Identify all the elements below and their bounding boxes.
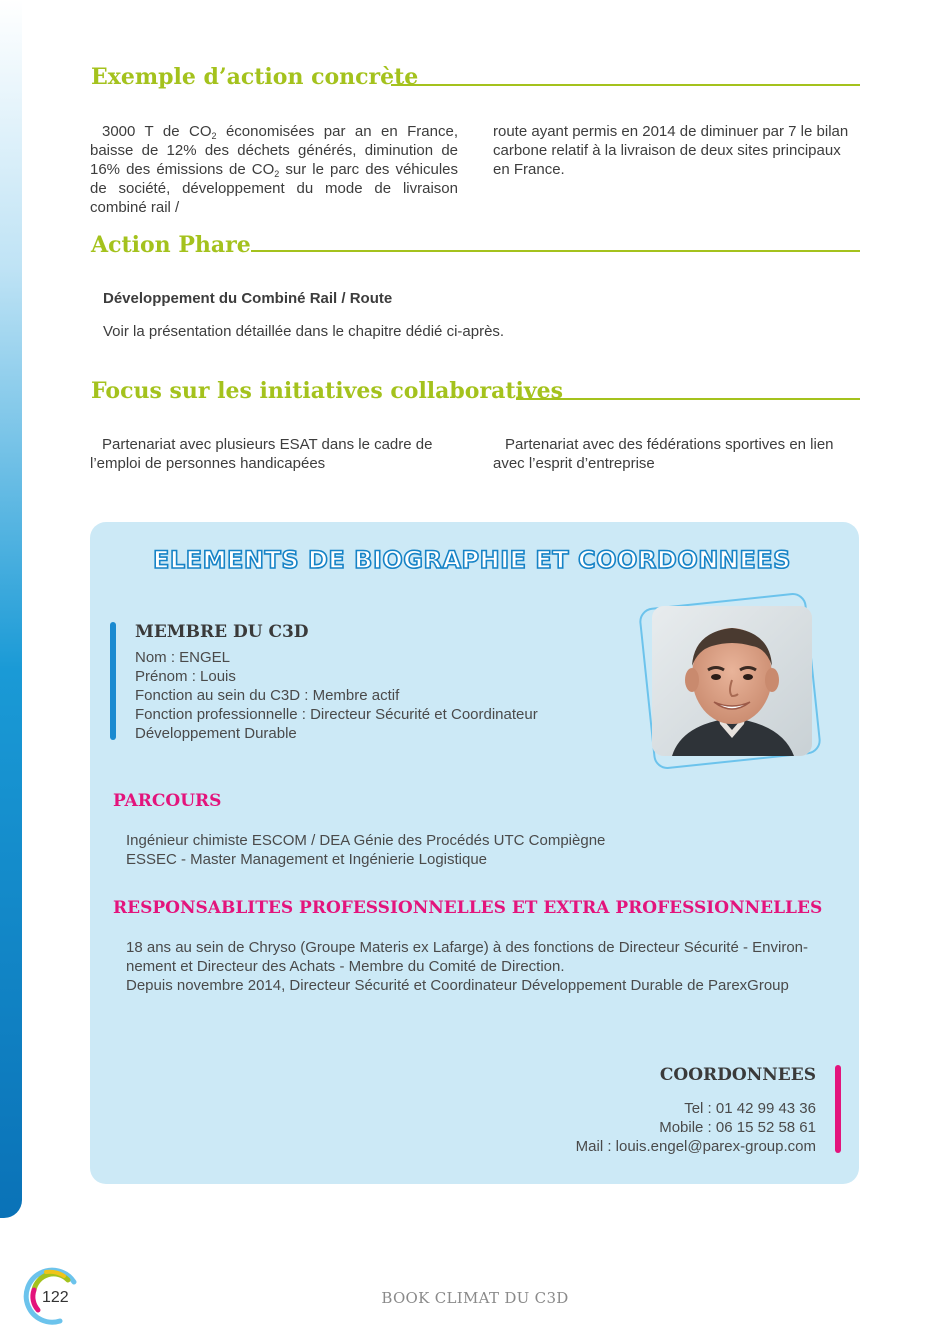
responsibilities-line: Depuis novembre 2014, Directeur Sécurité et Coordinateur Développement Durable de ParexGroup (126, 977, 789, 994)
responsibilities-line: 18 ans au sein de Chryso (Groupe Materis ex Lafarge) à des fonctions de Directeur Sécurité - Environ- (126, 939, 809, 956)
responsibilities-title: RESPONSABLITES PROFESSIONNELLES ET EXTRA PROFESSIONNELLES (113, 898, 823, 918)
member-title: MEMBRE DU C3D (135, 622, 309, 642)
title-rule (516, 398, 860, 400)
section-title-exemple: Exemple d’action concrète (91, 64, 419, 90)
action-phare-text: Voir la présentation détaillée dans le chapitre dédié ci-après. (103, 323, 505, 340)
coordinates-list (470, 1099, 816, 1156)
page-number: 122 (42, 1289, 69, 1306)
title-rule (391, 84, 860, 86)
responsibilities-text (126, 938, 846, 995)
coordinates-email[interactable]: Mail : louis.engel@parex-group.com (575, 1138, 816, 1155)
responsibilities-line: nement et Directeur des Achats - Membre du Comité de Direction. (126, 958, 565, 975)
member-job-title: Fonction professionnelle : Directeur Sécurité et Coordinateur (135, 706, 538, 723)
coordinates-mobile: Mobile : 06 15 52 58 61 (659, 1119, 816, 1136)
parcours-item: Ingénieur chimiste ESCOM / DEA Génie des Procédés UTC Compiègne (126, 832, 606, 849)
exemple-column-left: 3000 T de $CO_2$ économisées par an en France, baisse de 12% des déchets générés, diminution de 16% des émissions de $CO_2$ sur le parc des véhicules de société, développement du mode de livraison combiné rail / (90, 123, 458, 216)
member-accent-bar (110, 622, 116, 740)
focus-column-left: Partenariat avec plusieurs ESAT dans le cadre de l’emploi de personnes handicapées (90, 436, 433, 472)
coordinates-phone: Tel : 01 42 99 43 36 (684, 1100, 816, 1117)
portrait-image (652, 606, 812, 756)
portrait-photo (646, 600, 812, 760)
action-phare-subtitle: Développement du Combiné Rail / Route (103, 290, 393, 307)
coordinates-accent-bar (835, 1065, 841, 1153)
portrait-illustration (652, 606, 812, 756)
book-title: BOOK CLIMAT DU C3D (381, 1289, 569, 1307)
member-firstname: Prénom : Louis (135, 668, 236, 685)
parcours-title: PARCOURS (113, 791, 222, 811)
parcours-item: ESSEC - Master Management et Ingénierie Logistique (126, 851, 488, 868)
coordinates-title: COORDONNEES (659, 1065, 816, 1085)
exemple-column-right: route ayant permis en 2014 de diminuer par 7 le bilan carbone relatif à la livraison de deux sites principaux en France. (493, 123, 849, 178)
biography-heading: ELEMENTS DE BIOGRAPHIE ET COORDONNEES (153, 546, 791, 574)
side-gradient-bar (0, 0, 22, 1218)
focus-column-right: Partenariat avec des fédérations sportives en lien avec l’esprit d’entreprise (493, 436, 834, 472)
parcours-list (126, 831, 605, 869)
section-title-focus: Focus sur les initiatives collaboratives (91, 378, 564, 404)
member-c3d-role: Fonction au sein du C3D : Membre actif (135, 687, 400, 704)
member-details (135, 648, 538, 743)
member-name: Nom : ENGEL (135, 649, 231, 666)
section-title-action-phare: Action Phare (91, 232, 251, 258)
member-job-title-cont: Développement Durable (135, 725, 297, 742)
title-rule (251, 250, 860, 252)
